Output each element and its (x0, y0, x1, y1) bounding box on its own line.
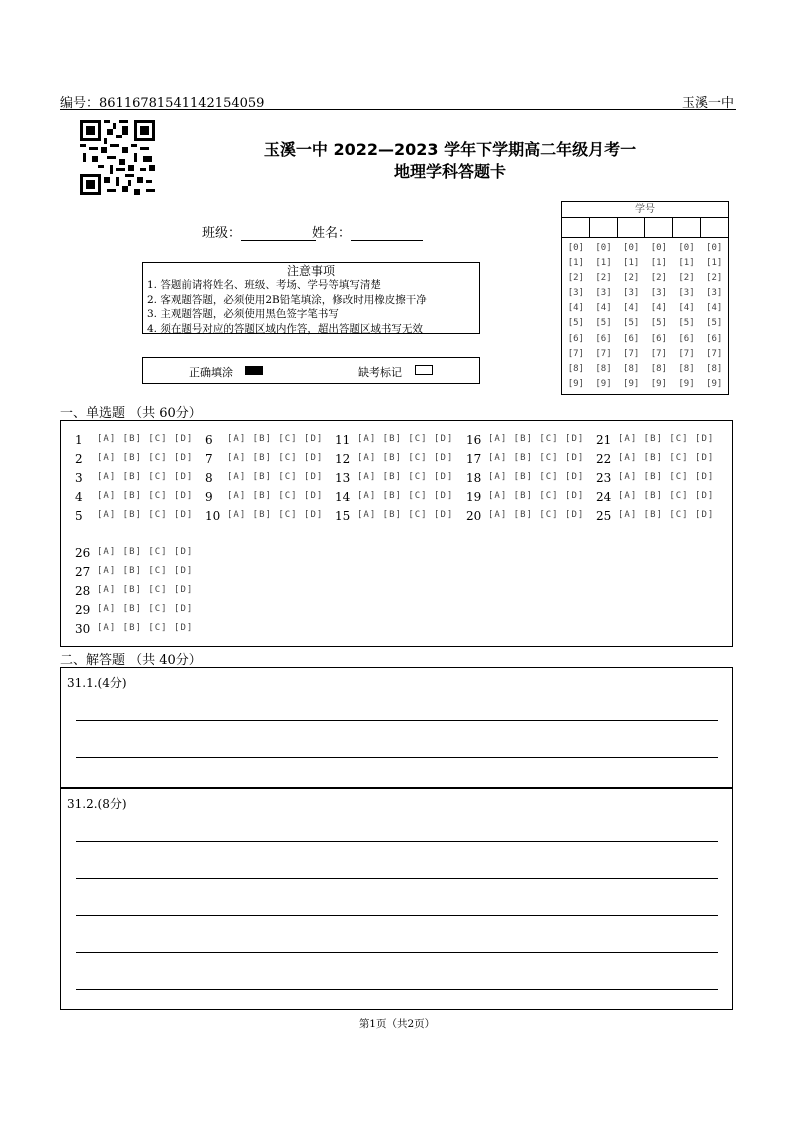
question-number: 20 (466, 509, 482, 523)
question-number: 8 (205, 471, 213, 485)
question-number: 25 (596, 509, 612, 523)
id-box[interactable] (618, 218, 646, 237)
school-name: 玉溪一中 (681, 96, 734, 111)
id-digit-bubble[interactable]: [6] (567, 333, 584, 344)
answer-options[interactable]: [A] [B] [C] [D] (357, 491, 454, 501)
id-digit-bubble[interactable]: [0] (595, 243, 612, 253)
answer-options[interactable]: [A] [B] [C] [D] (227, 510, 324, 520)
answer-line[interactable] (76, 878, 718, 879)
id-digit-bubble[interactable]: [9] (706, 378, 723, 389)
header-rule (60, 109, 736, 110)
question-number: 26 (75, 546, 91, 560)
id-digit-bubble[interactable]: [3] (567, 288, 584, 299)
answer-line[interactable] (76, 841, 718, 842)
question-number: 6 (205, 433, 213, 447)
question-number: 4 (75, 490, 83, 504)
id-digit-bubble[interactable]: [5] (623, 318, 640, 329)
question-label: 31.1.(4分) (67, 676, 127, 690)
answer-options[interactable]: [A] [B] [C] [D] (97, 491, 194, 501)
question-number: 29 (75, 603, 91, 617)
id-digit-bubble[interactable]: [5] (650, 318, 667, 329)
id-digit-column[interactable] (700, 241, 728, 392)
id-digit-column[interactable] (590, 241, 618, 392)
question-number: 7 (205, 452, 213, 466)
question-number: 30 (75, 622, 91, 636)
question-number: 23 (596, 471, 612, 485)
question-number: 18 (466, 471, 482, 485)
question-number: 12 (335, 452, 351, 466)
question-number: 13 (335, 471, 351, 485)
answer-options[interactable]: [A] [B] [C] [D] (227, 472, 324, 482)
id-box[interactable] (562, 218, 590, 237)
question-number: 15 (335, 509, 351, 523)
question-label: 31.2.(8分) (67, 797, 127, 811)
question-number: 10 (205, 509, 221, 523)
id-digit-bubble[interactable]: [8] (678, 363, 695, 374)
id-digit-bubble[interactable]: [3] (678, 288, 695, 299)
class-field[interactable] (202, 222, 316, 241)
id-digit-bubble[interactable]: [8] (567, 363, 584, 374)
answer-line[interactable] (76, 757, 718, 758)
id-digit-bubble[interactable]: [1] (650, 258, 667, 269)
question-number: 17 (466, 452, 482, 466)
answer-options[interactable]: [A] [B] [C] [D] (488, 434, 585, 444)
id-digit-bubble[interactable]: [4] (650, 303, 667, 314)
id-digit-bubble[interactable]: [2] (623, 273, 640, 284)
id-digit-bubble[interactable]: [7] (567, 348, 584, 359)
id-digit-bubble[interactable]: [6] (678, 333, 695, 344)
id-digit-bubble[interactable]: [1] (623, 258, 640, 269)
id-digit-bubble[interactable]: [3] (706, 288, 723, 299)
exam-title: 玉溪一中 2022—2023 学年下学期高二年级月考一 (263, 140, 637, 159)
question-number: 14 (335, 490, 351, 504)
question-number: 2 (75, 452, 83, 466)
subject-title: 地理学科答题卡 (393, 162, 506, 181)
id-digit-bubble[interactable]: [6] (595, 333, 612, 344)
answer-line[interactable] (76, 989, 718, 990)
id-digit-column[interactable] (562, 241, 590, 392)
id-digit-bubble[interactable]: [0] (678, 243, 695, 253)
student-id-write-boxes[interactable] (562, 218, 728, 238)
serial-number: 编号：8611678154114215405​9 (60, 96, 265, 111)
correct-fill-label: 正确填涂 (189, 366, 233, 379)
id-digit-bubble[interactable]: [0] (706, 243, 723, 253)
id-digit-column[interactable] (645, 241, 673, 392)
id-digit-bubble[interactable]: [3] (623, 288, 640, 299)
answer-options[interactable]: [A] [B] [C] [D] (97, 585, 194, 595)
id-digit-bubble[interactable]: [4] (567, 303, 584, 314)
id-digit-bubble[interactable]: [1] (567, 258, 584, 269)
question-number: 9 (205, 490, 213, 504)
answer-box-31-2[interactable] (60, 788, 733, 1010)
fill-example-box (142, 357, 480, 384)
id-digit-bubble[interactable]: [5] (595, 318, 612, 329)
name-blank[interactable] (351, 240, 423, 241)
answer-line[interactable] (76, 952, 718, 953)
id-digit-bubble[interactable]: [0] (623, 243, 640, 253)
id-digit-bubble[interactable]: [7] (623, 348, 640, 359)
class-blank[interactable] (241, 240, 316, 241)
question-number: 22 (596, 452, 612, 466)
id-digit-bubble[interactable]: [2] (678, 273, 695, 284)
name-field[interactable] (312, 222, 423, 241)
id-digit-bubble[interactable]: [9] (650, 378, 667, 389)
answer-options[interactable]: [A] [B] [C] [D] (97, 566, 194, 576)
id-digit-column[interactable] (673, 241, 701, 392)
id-box[interactable] (645, 218, 673, 237)
choice-answer-area (60, 420, 733, 647)
answer-box-31-1[interactable] (60, 667, 733, 788)
id-digit-bubble[interactable]: [6] (650, 333, 667, 344)
absent-checkbox[interactable] (415, 365, 433, 375)
answer-options[interactable]: [A] [B] [C] [D] (227, 491, 324, 501)
question-number: 11 (335, 433, 351, 447)
answer-options[interactable]: [A] [B] [C] [D] (97, 510, 194, 520)
answer-options[interactable]: [A] [B] [C] [D] (618, 453, 715, 463)
id-box[interactable] (673, 218, 701, 237)
id-digit-bubble[interactable]: [9] (678, 378, 695, 389)
id-digit-bubble[interactable]: [3] (595, 288, 612, 299)
student-id-title: 学号 (562, 202, 728, 218)
question-number: 3 (75, 471, 83, 485)
question-number: 5 (75, 509, 83, 523)
answer-options[interactable]: [A] [B] [C] [D] (97, 547, 194, 557)
id-digit-bubble[interactable]: [2] (595, 273, 612, 284)
id-digit-bubble[interactable]: [1] (595, 258, 612, 269)
answer-options[interactable]: [A] [B] [C] [D] (488, 491, 585, 501)
id-digit-bubble[interactable]: [9] (623, 378, 640, 389)
id-digit-bubble[interactable]: [1] (678, 258, 695, 269)
answer-options[interactable]: [A] [B] [C] [D] (618, 510, 715, 520)
id-digit-column[interactable] (617, 241, 645, 392)
answer-options[interactable]: [A] [B] [C] [D] (357, 510, 454, 520)
id-digit-bubble[interactable]: [4] (706, 303, 723, 314)
id-digit-bubble[interactable]: [0] (650, 243, 667, 253)
id-digit-bubble[interactable]: [5] (706, 318, 723, 329)
question-number: 19 (466, 490, 482, 504)
class-label: 班级： (202, 226, 242, 241)
qr-code-icon (80, 120, 155, 195)
answer-options[interactable]: [A] [B] [C] [D] (618, 472, 715, 482)
id-digit-bubble[interactable]: [7] (706, 348, 723, 359)
question-number: 1 (75, 433, 83, 447)
instruction-item: 4. 须在题号对应的答题区域内作答，超出答题区域书写无效 (147, 322, 423, 335)
page-number: 第1页（共2页） (358, 1018, 436, 1030)
id-digit-bubble[interactable]: [7] (650, 348, 667, 359)
id-digit-bubble[interactable]: [2] (706, 273, 723, 284)
id-digit-bubble[interactable]: [3] (650, 288, 667, 299)
instruction-item: 1. 答题前请将姓名、班级、考场、学号等填写清楚 (147, 279, 381, 291)
answer-options[interactable]: [A] [B] [C] [D] (227, 453, 324, 463)
id-digit-bubble[interactable]: [8] (623, 363, 640, 374)
id-digit-bubble[interactable]: [2] (650, 273, 667, 284)
id-digit-bubble[interactable]: [0] (567, 243, 584, 253)
section2-heading: 二、解答题 （共 40分） (60, 653, 202, 668)
answer-options[interactable]: [A] [B] [C] [D] (97, 453, 194, 463)
instruction-item: 3. 主观题答题，必须使用黑色签字笔书写 (147, 308, 339, 320)
id-digit-bubble[interactable]: [7] (678, 348, 695, 359)
student-id-bubbles[interactable] (562, 238, 728, 394)
id-digit-bubble[interactable]: [5] (567, 318, 584, 329)
question-number: 16 (466, 433, 482, 447)
id-digit-bubble[interactable]: [8] (595, 363, 612, 374)
instructions-title: 注意事项 (286, 264, 335, 278)
answer-options[interactable]: [A] [B] [C] [D] (357, 434, 454, 444)
id-digit-bubble[interactable]: [2] (567, 273, 584, 284)
id-box[interactable] (590, 218, 618, 237)
id-digit-bubble[interactable]: [8] (650, 363, 667, 374)
answer-options[interactable]: [A] [B] [C] [D] (97, 434, 194, 444)
name-label: 姓名： (312, 226, 352, 241)
answer-options[interactable]: [A] [B] [C] [D] (488, 453, 585, 463)
id-digit-bubble[interactable]: [5] (678, 318, 695, 329)
id-digit-bubble[interactable]: [6] (623, 333, 640, 344)
question-number: 21 (596, 433, 612, 447)
id-digit-bubble[interactable]: [4] (678, 303, 695, 314)
id-digit-bubble[interactable]: [4] (595, 303, 612, 314)
student-id-grid (561, 201, 729, 395)
question-number: 24 (596, 490, 612, 504)
answer-options[interactable]: [A] [B] [C] [D] (357, 472, 454, 482)
answer-options[interactable]: [A] [B] [C] [D] (97, 604, 194, 614)
instructions-box (142, 262, 480, 334)
answer-line[interactable] (76, 915, 718, 916)
section1-heading: 一、单选题 （共 60分） (60, 406, 202, 421)
id-digit-bubble[interactable]: [6] (706, 333, 723, 344)
id-digit-bubble[interactable]: [8] (706, 363, 723, 374)
answer-options[interactable]: [A] [B] [C] [D] (618, 491, 715, 501)
instruction-item: 2. 客观题答题，必须使用2B铅笔填涂，修改时用橡皮擦干净 (147, 293, 427, 306)
id-digit-bubble[interactable]: [7] (595, 348, 612, 359)
answer-options[interactable]: [A] [B] [C] [D] (357, 453, 454, 463)
answer-options[interactable]: [A] [B] [C] [D] (97, 472, 194, 482)
answer-options[interactable]: [A] [B] [C] [D] (488, 510, 585, 520)
question-number: 27 (75, 565, 91, 579)
id-digit-bubble[interactable]: [1] (706, 258, 723, 269)
answer-options[interactable]: [A] [B] [C] [D] (97, 623, 194, 633)
answer-options[interactable]: [A] [B] [C] [D] (227, 434, 324, 444)
answer-line[interactable] (76, 720, 718, 721)
id-digit-bubble[interactable]: [9] (595, 378, 612, 389)
filled-box-icon (245, 366, 263, 375)
question-number: 28 (75, 584, 91, 598)
absent-mark-label: 缺考标记 (358, 366, 402, 379)
answer-options[interactable]: [A] [B] [C] [D] (618, 434, 715, 444)
id-box[interactable] (701, 218, 728, 237)
answer-options[interactable]: [A] [B] [C] [D] (488, 472, 585, 482)
id-digit-bubble[interactable]: [4] (623, 303, 640, 314)
id-digit-bubble[interactable]: [9] (567, 378, 584, 389)
